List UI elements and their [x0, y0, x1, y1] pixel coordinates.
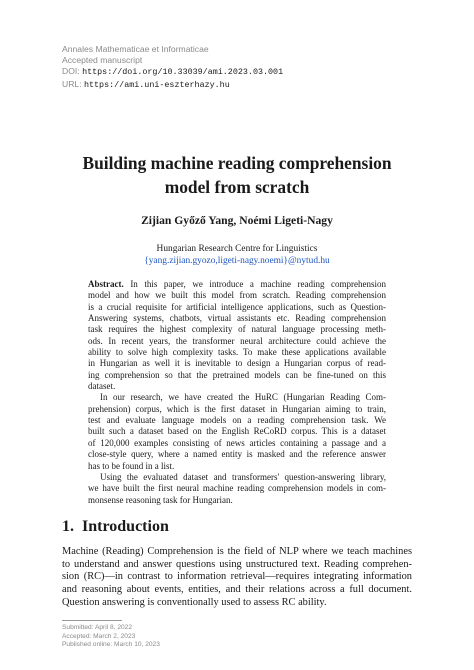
paper-title	[40, 151, 434, 199]
journal-url-link[interactable]: https://ami.uni-eszterhazy.hu	[83, 79, 230, 90]
abstract-line: model and how we built this model from scratch. Reading comprehension	[88, 290, 386, 301]
published-date: Published online: March 10, 2023	[62, 641, 160, 649]
abstract-line: is a crucial requisite for artificial intelligence applications, such as Question-	[88, 301, 386, 312]
abstract-line: prehension) corpus, which is the first dataset in Hungarian aiming to train,	[88, 403, 386, 414]
abstract-line: in Hungarian as well it is inevitable to design a Hungarian corpus of read-	[88, 358, 386, 369]
journal-name: Annales Mathematicae et Informaticae	[62, 44, 209, 54]
section-heading	[62, 518, 169, 536]
abstract-line: dataset.	[88, 381, 116, 392]
abstract-line: of 120,000 examples consisting of news articles containing a passage and a	[88, 437, 386, 448]
accepted-date: Accepted: March 2, 2023	[62, 632, 136, 640]
section-body	[62, 546, 412, 610]
body-line: to understand and answer questions using unstructured text. Reading comprehen-	[62, 558, 412, 570]
journal-header	[62, 44, 283, 91]
author-emails[interactable]: {yang.zijian.gyozo,ligeti-nagy.noemi}@nytud.hu	[144, 256, 330, 266]
submitted-date: Submitted: April 8, 2022	[62, 624, 133, 631]
affiliation	[40, 243, 434, 267]
paper-title-line-1: Building machine reading comprehension	[82, 153, 392, 173]
abstract-line: ability to solve high complexity tasks. To make these applications available	[88, 347, 386, 358]
publication-dates	[62, 624, 160, 650]
abstract-line: we have built the first neural machine reading comprehension models in com-	[88, 483, 386, 494]
institution: Hungarian Research Centre for Linguistics	[156, 244, 318, 254]
abstract-line: close-style query, where a named entity is masked and the reference answer	[88, 449, 386, 460]
abstract-line: ods. In recent years, the transformer neural architecture could achieve the	[88, 335, 386, 346]
abstract-line: Using the evaluated dataset and transformers' question-answering library,	[100, 471, 386, 482]
body-line: Question answering is conventionally used to assess RC ability.	[62, 596, 327, 608]
body-line: and reasoning about events, entities, and their relations across a full document.	[62, 584, 412, 596]
abstract-line: has to be found in a list.	[88, 460, 175, 471]
abstract-line: monsense reasoning task for Hungarian.	[88, 494, 233, 505]
body-line: Machine (Reading) Comprehension is the field of NLP where we teach machines	[62, 546, 412, 557]
url-label: URL:	[62, 78, 82, 89]
abstract-line: task requires the highest complexity of natural language processing meth-	[88, 324, 386, 335]
abstract	[88, 279, 386, 506]
paper-title-line-2: model from scratch	[164, 177, 310, 197]
doi-label: DOI:	[62, 66, 80, 77]
abstract-line: In our research, we have created the HuRC (Hungarian Reading Com-	[100, 392, 386, 403]
section-title: Introduction	[82, 518, 169, 535]
abstract-line: built such a dataset based on the English ReCoRD corpus. This is a dataset	[88, 426, 386, 437]
footnote-rule	[62, 620, 122, 621]
authors: Zijian Győző Yang, Noémi Ligeti-Nagy	[141, 214, 333, 227]
abstract-line: test and evaluate language models on a reading comprehension task. We	[88, 415, 386, 426]
manuscript-status: Accepted manuscript	[62, 55, 143, 66]
section-number: 1.	[62, 518, 74, 535]
doi-link[interactable]: https://doi.org/10.33039/ami.2023.03.001	[82, 67, 284, 78]
abstract-label: Abstract.	[88, 279, 124, 289]
abstract-line: ing comprehension so that the pretrained models can be fine-tuned on this	[88, 369, 386, 380]
body-line: sion (RC)—in contrast to information retrieval—requires integrating information	[62, 571, 412, 583]
abstract-line: Answering systems, chatbots, virtual assistants etc. Reading comprehension	[88, 313, 386, 324]
abstract-line: Abstract. In this paper, we introduce a machine reading comprehension	[88, 279, 387, 289]
